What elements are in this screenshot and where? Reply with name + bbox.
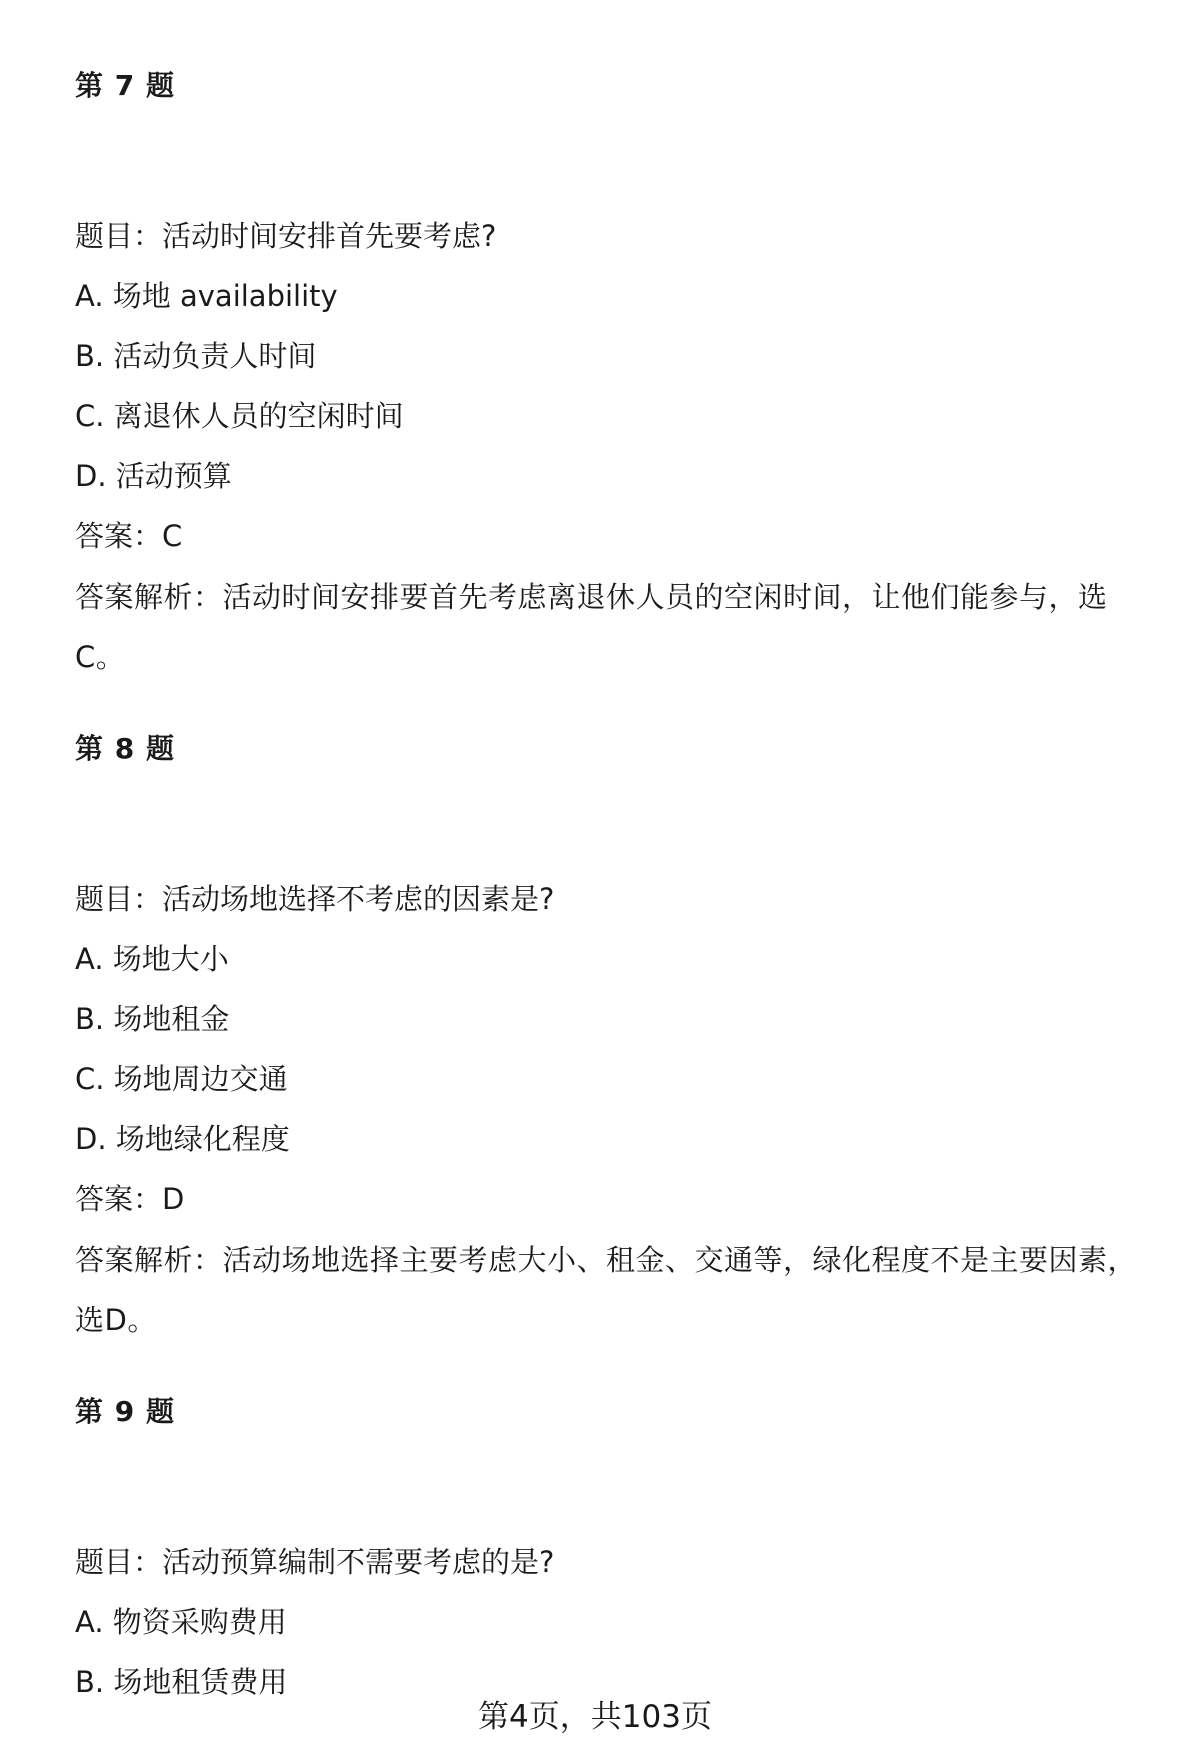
- answer: 答案：C: [75, 519, 183, 553]
- option-d: D. 活动预算: [75, 459, 232, 493]
- question-stem: 题目：活动场地选择不考虑的因素是?: [75, 882, 555, 916]
- question-stem: 题目：活动预算编制不需要考虑的是?: [75, 1545, 555, 1579]
- option-a: A. 物资采购费用: [75, 1605, 287, 1639]
- option-b: B. 活动负责人时间: [75, 339, 317, 373]
- option-c: C. 场地周边交通: [75, 1062, 288, 1096]
- option-a: A. 场地大小: [75, 942, 229, 976]
- option-b: B. 场地租赁费用: [75, 1665, 288, 1699]
- question-heading: 第 7 题: [75, 69, 175, 102]
- option-d: D. 场地绿化程度: [75, 1122, 290, 1156]
- answer-analysis: 答案解析：活动场地选择主要考虑大小、租金、交通等，绿化程度不是主要因素，选D。: [75, 1243, 1138, 1337]
- answer: 答案：D: [75, 1182, 185, 1216]
- answer-analysis: 答案解析：活动时间安排要首先考虑离退休人员的空闲时间，让他们能参与，选C。: [75, 580, 1108, 674]
- question-heading: 第 9 题: [75, 1395, 175, 1428]
- option-b: B. 场地租金: [75, 1002, 230, 1036]
- option-a: A. 场地 availability: [75, 279, 338, 313]
- page-number: 第4页，共103页: [478, 1699, 712, 1735]
- question-stem: 题目：活动时间安排首先要考虑?: [75, 219, 497, 253]
- question-heading: 第 8 题: [75, 732, 175, 765]
- option-c: C. 离退休人员的空闲时间: [75, 399, 404, 433]
